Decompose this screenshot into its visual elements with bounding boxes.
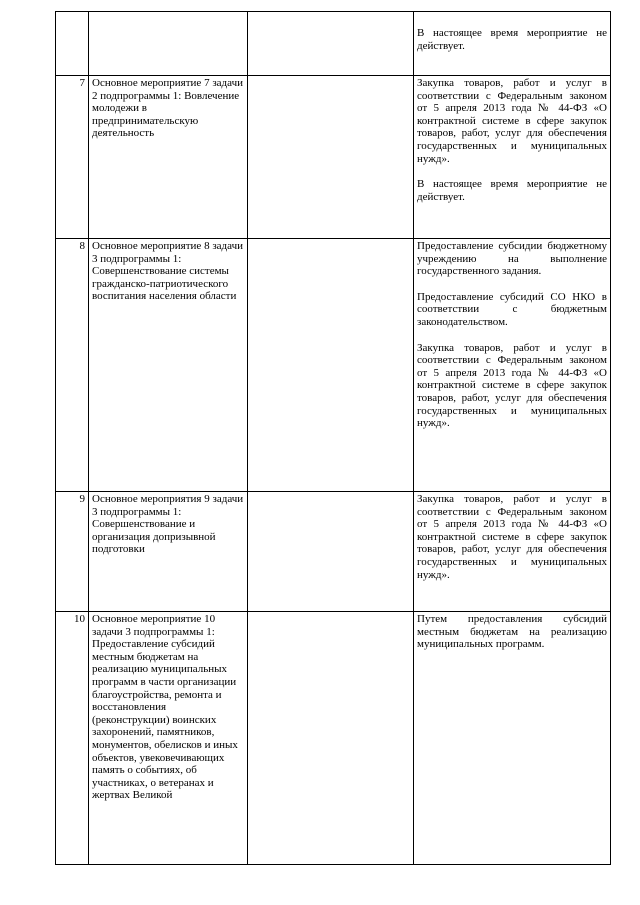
empty-cell [248, 12, 414, 76]
activity-name [89, 12, 248, 76]
mechanism-paragraph: В настоящее время мероприятие не действует. [417, 27, 607, 52]
empty-cell [248, 239, 414, 492]
mechanism-paragraph: Закупка товаров, работ и услуг в соответствии с Федеральным законом от 5 апреля 2013 года № 44-ФЗ «О контрактной системе в сфере закупок товаров, работ, услуг для обеспечения государственных и муниципальных нужд». [417, 341, 607, 430]
activity-name: Основное мероприятие 7 задачи 2 подпрограммы 1: Вовлечение молодежи в предпринимательскую деятельность [89, 76, 248, 239]
row-number: 7 [56, 76, 89, 239]
mechanism-paragraph: В настоящее время мероприятие не действует. [417, 178, 607, 203]
table-row [56, 492, 611, 612]
mechanism-paragraph: Закупка товаров, работ и услуг в соответствии с Федеральным законом от 5 апреля 2013 года № 44-ФЗ «О контрактной системе в сфере закупок товаров, работ, услуг для обеспечения государственных и муниципальных нужд». [417, 77, 607, 165]
mechanism-cell [414, 239, 611, 492]
table-row [56, 612, 611, 865]
program-table [55, 11, 611, 865]
empty-cell [248, 76, 414, 239]
mechanism-cell [414, 12, 611, 76]
activity-name: Основное мероприятие 8 задачи 3 подпрограммы 1: Совершенствование системы гражданско-патриотического воспитания населения области [89, 239, 248, 492]
activity-name: Основное мероприятие 10 задачи 3 подпрограммы 1: Предоставление субсидий местным бюджетам на реализацию муниципальных программ в части организации благоустройства, ремонта и восстановления (реконструкции) воинских захоронений, памятников, монументов, обелисков и иных объектов, увековечивающих память о событиях, об участниках, о ветеранах и жертвах Великой [89, 612, 248, 865]
mechanism-paragraph: Путем предоставления субсидий местным бюджетам на реализацию муниципальных программ. [417, 613, 607, 651]
activity-name: Основное мероприятия 9 задачи 3 подпрограммы 1: Совершенствование и организация допризывной подготовки [89, 492, 248, 612]
mechanism-paragraph: Предоставление субсидии бюджетному учреждению на выполнение государственного задания. [417, 240, 607, 278]
row-number: 8 [56, 239, 89, 492]
mechanism-paragraph: Предоставление субсидий СО НКО в соответствии с бюджетным законодательством. [417, 290, 607, 328]
mechanism-paragraph: Закупка товаров, работ и услуг в соответствии с Федеральным законом от 5 апреля 2013 года № 44-ФЗ «О контрактной системе в сфере закупок товаров, работ, услуг для обеспечения государственных и муниципальных нужд». [417, 493, 607, 581]
empty-cell [248, 492, 414, 612]
mechanism-cell [414, 76, 611, 239]
table-row [56, 76, 611, 239]
empty-cell [248, 612, 414, 865]
row-number: 9 [56, 492, 89, 612]
table-row [56, 12, 611, 76]
table-row [56, 239, 611, 492]
row-number: 10 [56, 612, 89, 865]
mechanism-cell [414, 612, 611, 865]
row-number [56, 12, 89, 76]
mechanism-cell [414, 492, 611, 612]
